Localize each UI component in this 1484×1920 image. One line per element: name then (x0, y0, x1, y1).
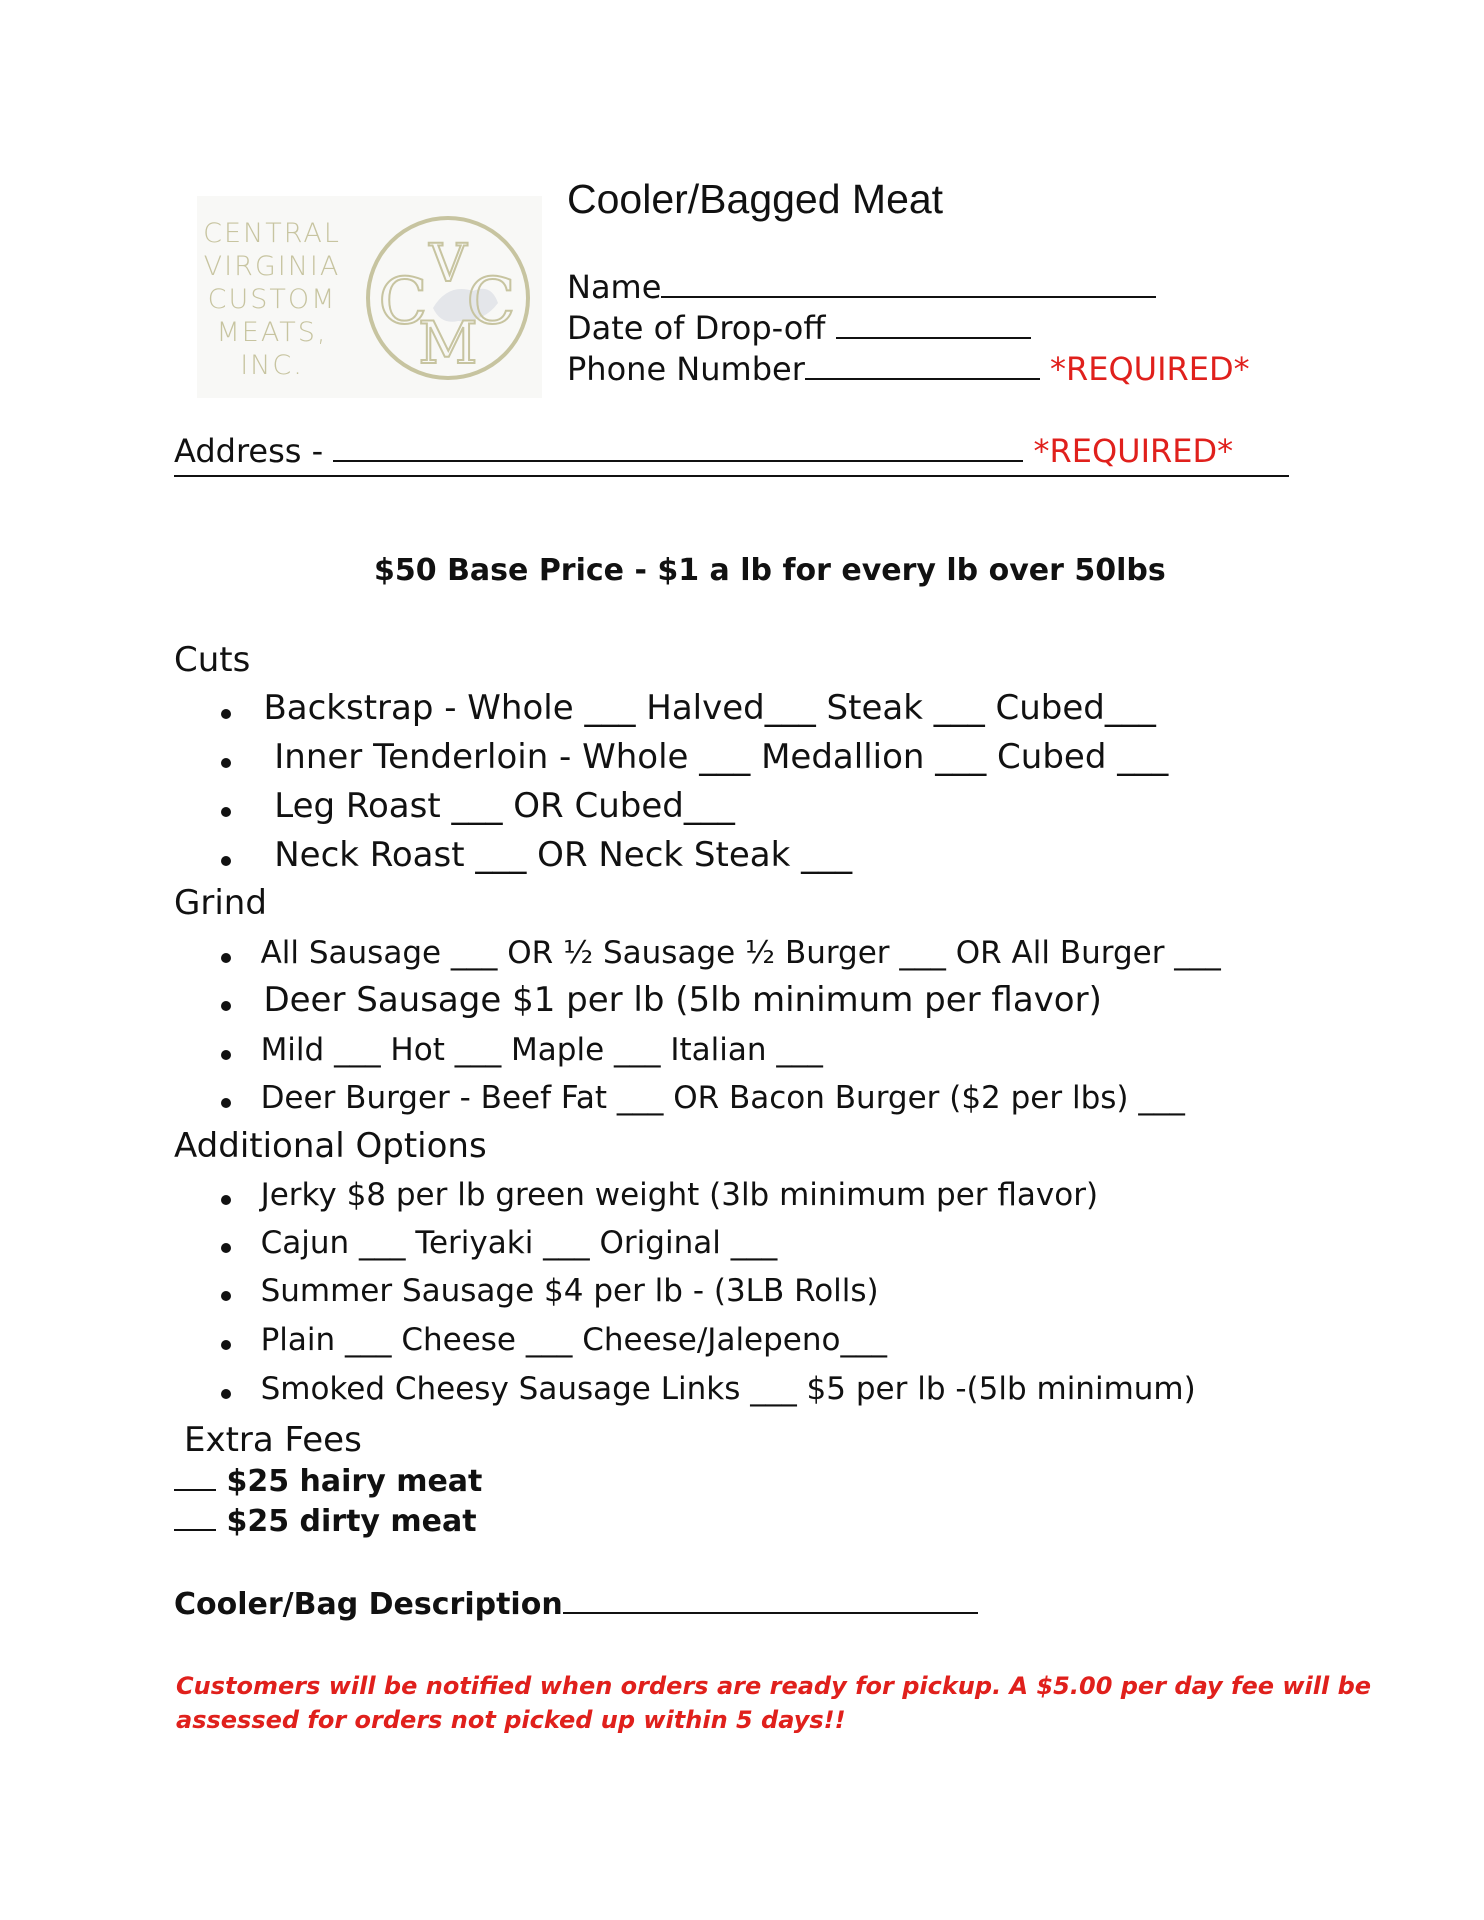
dropoff-date-label: Date of Drop-off (567, 309, 826, 347)
hairy-meat-fee[interactable]: $25 hairy meat (174, 1463, 482, 1499)
cuts-heading: Cuts (174, 640, 251, 680)
bullet-icon (221, 1195, 231, 1205)
logo-text-line-4: MEATS, (216, 317, 328, 348)
additional-item: Summer Sausage $4 per lb - (3LB Rolls) (221, 1273, 879, 1309)
additional-item: Plain ___ Cheese ___ Cheese/Jalepeno___ (221, 1322, 887, 1358)
dropoff-date-field[interactable] (567, 307, 1031, 347)
address-field[interactable] (174, 430, 1233, 470)
dropoff-date-input-line[interactable] (836, 307, 1031, 339)
cooler-description-input-line[interactable] (563, 1584, 978, 1614)
extra-fees-heading: Extra Fees (184, 1420, 362, 1460)
cooler-description-label: Cooler/Bag Description (174, 1587, 563, 1622)
name-input-line[interactable] (661, 266, 1156, 298)
cuts-item: Backstrap - Whole ___ Halved___ Steak ___ Cubed___ (221, 688, 1156, 728)
name-label: Name (567, 268, 662, 306)
address-required-label: *REQUIRED* (1033, 432, 1234, 470)
hairy-meat-checkbox-line[interactable] (174, 1463, 216, 1491)
logo-text-line-2: VIRGINIA (203, 251, 341, 282)
bullet-icon (221, 1291, 231, 1301)
cuts-item: Neck Roast ___ OR Neck Steak ___ (221, 835, 852, 875)
additional-item: Smoked Cheesy Sausage Links ___ $5 per lb -(5lb minimum) (221, 1371, 1196, 1407)
logo-letter-m: M (418, 309, 478, 377)
bullet-icon (221, 1340, 231, 1350)
grind-item: All Sausage ___ OR ½ Sausage ½ Burger ___ OR All Burger ___ (221, 935, 1221, 971)
pickup-notice-line-1: Customers will be notified when orders are ready for pickup. A $5.00 per day fee will be (176, 1672, 1372, 1700)
cuts-item: Inner Tenderloin - Whole ___ Medallion ___ Cubed ___ (221, 737, 1168, 777)
phone-label: Phone Number (567, 350, 805, 388)
bullet-icon (221, 1098, 231, 1108)
bullet-icon (221, 758, 231, 768)
grind-heading: Grind (174, 883, 267, 923)
address-input-line[interactable] (333, 430, 1023, 462)
bullet-icon (221, 1243, 231, 1253)
dirty-meat-checkbox-line[interactable] (174, 1503, 216, 1531)
bullet-icon (221, 709, 231, 719)
bullet-icon (221, 856, 231, 866)
name-field[interactable] (567, 266, 1156, 306)
grind-item: Mild ___ Hot ___ Maple ___ Italian ___ (221, 1032, 823, 1068)
base-price: $50 Base Price - $1 a lb for every lb over 50lbs (374, 553, 1166, 588)
additional-item: Cajun ___ Teriyaki ___ Original ___ (221, 1225, 777, 1261)
address-input-line-2[interactable] (174, 475, 1289, 477)
logo-text-line-1: CENTRAL (203, 218, 341, 249)
logo-text-line-3: CUSTOM (207, 284, 337, 315)
phone-field[interactable] (567, 348, 1250, 388)
bullet-icon (221, 1001, 231, 1011)
dirty-meat-fee[interactable]: $25 dirty meat (174, 1503, 477, 1539)
page-title: Cooler/Bagged Meat (567, 176, 944, 222)
additional-item: Jerky $8 per lb green weight (3lb minimum per flavor) (221, 1177, 1098, 1213)
grind-item: Deer Sausage $1 per lb (5lb minimum per flavor) (221, 980, 1102, 1020)
logo-text-line-5: INC. (240, 350, 304, 381)
grind-item: Deer Burger - Beef Fat ___ OR Bacon Burger ($2 per lbs) ___ (221, 1080, 1185, 1116)
bullet-icon (221, 807, 231, 817)
logo-monogram-icon (363, 213, 533, 383)
cooler-description-field[interactable] (174, 1584, 978, 1622)
logo-letter-v: V (429, 234, 467, 294)
phone-input-line[interactable] (805, 348, 1040, 380)
company-logo (197, 196, 542, 398)
logo-letter-c-left: C (378, 265, 428, 339)
bullet-icon (221, 953, 231, 963)
bullet-icon (221, 1050, 231, 1060)
address-label: Address - (174, 432, 324, 470)
phone-required-label: *REQUIRED* (1050, 350, 1250, 388)
cuts-item: Leg Roast ___ OR Cubed___ (221, 786, 735, 826)
pickup-notice-line-2: assessed for orders not picked up within 5 days!! (176, 1706, 846, 1734)
logo-letter-c-right: C (466, 265, 516, 339)
bullet-icon (221, 1389, 231, 1399)
additional-options-heading: Additional Options (174, 1126, 487, 1166)
